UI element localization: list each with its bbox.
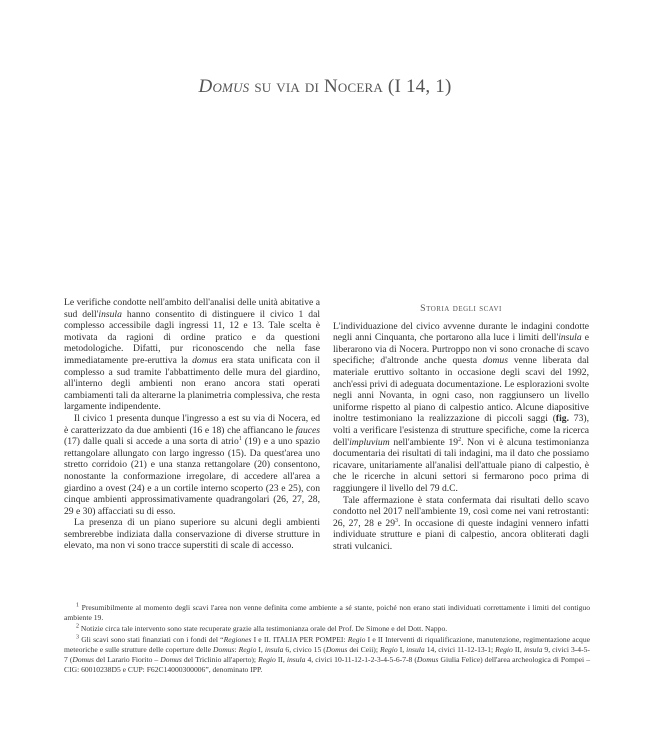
italic-text: fauces — [295, 424, 320, 436]
text: venne liberata dal materiale eruttivo soltanto in occasione degli scavi del 1992, anch'essi privi di adeguata documentazione. Le esplorazioni svolte negli anni Novanta, in ogni caso, non raggiunsero un livello uniforme rispetto al piano di calpestio antico. Alcune diapositive inoltre testimoniano la realizzazione di piccoli saggi ( — [333, 355, 589, 425]
footnote — [64, 635, 590, 675]
footnote-mark: 1 — [76, 602, 79, 609]
title-rest: su via di Nocera (I 14, 1) — [254, 76, 452, 97]
text: II, — [275, 655, 287, 664]
italic-text: Regio — [258, 655, 276, 664]
italic-text: insula — [264, 645, 284, 654]
text: 73), volti a verificare l'esistenza di strutture specifiche, come la ricerca dell' — [333, 413, 589, 448]
figure-ref[interactable]: fig. — [555, 413, 569, 425]
italic-text: Regiones — [223, 635, 252, 644]
text: I, — [256, 645, 265, 654]
italic-text: insula — [98, 308, 122, 320]
text: e liberarono via di Nocera. Purtroppo non vi sono cronache di scavo specifiche; d'altronde anche questa — [333, 332, 589, 367]
text: del Triclinio all'aperto); — [181, 655, 259, 664]
text: 9, civici 3-4-5-7 ( — [64, 645, 590, 664]
italic-text: Regio — [379, 645, 398, 654]
left-column — [64, 297, 320, 552]
italic-text: Domus — [325, 645, 348, 654]
text: Le verifiche condotte nell'ambito dell'analisi delle unità abitative a sud dell' — [64, 297, 320, 320]
footnote — [64, 603, 590, 623]
text: Giulia Felice) dell'area archeologica di Pompei – CIG: 60010238D5 e CUP: F62C14000300006”, denominato IPP. — [64, 655, 590, 674]
italic-text: Domus — [160, 655, 182, 664]
page-title — [0, 76, 650, 98]
footnote-mark: 3 — [76, 634, 79, 641]
text: 6, civico 15 ( — [283, 645, 326, 654]
text: . In occasione di queste indagini vennero infatti individuate strutture e piani di calpestio, ancora obliterati dagli strati vulcanici. — [333, 517, 589, 552]
text: (19) e a uno spazio rettangolare allungato con largo ingresso (15). Da quest'area uno stretto corridoio (21) e una stanza rettangolare (20) consentono, nonostante la conformazione irregolare, di accedere all'area a giardino a ovest (24) e a un cortile interno scoperto (23 e 25), con cinque ambienti approssimativamente quadrangolari (26, 27, 28, 29 e 30) affacciati su di esso. — [64, 436, 320, 517]
italic-text: insula — [406, 645, 425, 654]
text: Notizie circa tale intervento sono state recuperate grazie alla testimonianza orale del Prof. De Simone e del Dott. Nappo. — [80, 624, 448, 633]
text: Il civico 1 presenta dunque l'ingresso a est su via di Nocera, ed è caratterizzato da due ambienti (16 e 18) che affiancano le — [64, 412, 320, 436]
italic-text: Domus — [416, 655, 439, 664]
paragraph: La presenza di un piano superiore su alcuni degli ambienti sembrerebbe indiziata dalla conservazione di diverse strutture in elevato, ma non vi sono tracce superstiti di scale di accesso. — [64, 517, 320, 552]
text: I e II. ITALIA PER POMPEI: — [251, 635, 348, 644]
text: L'individuazione del civico avvenne durante le indagini condotte negli anni Cinquanta, che portarono alla luce i limiti dell' — [333, 320, 589, 344]
text: . Non vi è alcuna testimonianza documentaria dei risultati di tali indagini, ma il dato che possiamo ricavare, unitariamente all'analisi dell'attuale piano di calpestio, è che le ricerche in alcuni settori si fermarono poco prima di raggiungere il livello del 79 d.C. — [333, 436, 589, 494]
italic-text: impluvium — [349, 436, 390, 448]
footnote-ref[interactable]: 3 — [395, 517, 399, 524]
text: Presumibilmente al momento degli scavi l'area non venne definita come ambiente a sé stante, poiché non erano stati individuati correttamente i limiti del contiguo ambiente 19. — [64, 603, 590, 622]
text: nell'ambiente 19 — [389, 436, 459, 448]
footnote — [64, 624, 590, 634]
text: Tale affermazione è stata confermata dai risultati dello scavo condotto nel 2017 nell'ambiente 19, così come nei vani retrostanti: 26, 27, 28 e 29 — [333, 494, 589, 529]
section-heading: Storia degli scavi — [420, 303, 502, 314]
text: I e II Interventi di riqualificazione, manutenzione, regimentazione acque meteoriche e sulle strutture delle coperture delle — [64, 635, 590, 654]
paragraph — [333, 321, 589, 495]
text: (17) dalle quali si accede a una sorta di atrio — [64, 436, 239, 448]
paragraph — [64, 413, 320, 517]
footnotes — [64, 603, 590, 676]
italic-text: domus — [192, 354, 218, 366]
text: : — [234, 645, 239, 654]
paragraph — [64, 297, 320, 413]
right-column — [333, 297, 589, 552]
title-italic: Domus — [198, 76, 250, 97]
text: I, — [397, 645, 407, 654]
text: hanno consentito di distinguere il civico 1 dal complesso accessibile dagli ingressi 11, 12 e 13. Tale scelta è motivata da ragioni di ordine pratico e da questioni metodologiche. Difatti, pur riconoscendo che nella fase immediatamente pre-eruttiva la — [64, 308, 320, 366]
italic-text: Regio — [238, 645, 257, 654]
footnote-ref[interactable]: 1 — [238, 435, 242, 442]
text: Gli scavi sono stati finanziati con i fondi del “ — [81, 635, 224, 644]
italic-text: Domus — [213, 645, 235, 654]
text: 4, civici 10-11-12-1-2-3-4-5-6-7-8 ( — [305, 655, 417, 664]
italic-text: insula — [558, 332, 582, 344]
italic-text: insula — [523, 645, 543, 654]
italic-text: insula — [286, 655, 306, 664]
footnote-ref[interactable]: 2 — [458, 436, 462, 443]
italic-text: Regio — [347, 635, 366, 644]
italic-text: domus — [482, 355, 508, 367]
footnote-mark: 2 — [76, 623, 79, 630]
text: 14, civici 11-12-13-1; — [424, 645, 496, 654]
text: II, — [512, 645, 524, 654]
italic-text: Domus — [72, 655, 94, 664]
italic-text: Regio — [495, 645, 513, 654]
text: era stata unificata con il complesso a sud tramite l'abbattimento delle mura del giardino, all'interno degli ambienti non erano ancora stati operati cambiamenti tali da alterarne la planimetria complessiva, che resta largamente indipendente. — [64, 354, 320, 413]
text: dei Ceii); — [347, 645, 380, 654]
paragraph — [333, 495, 589, 553]
text: del Larario Fiorito – — [93, 655, 161, 664]
